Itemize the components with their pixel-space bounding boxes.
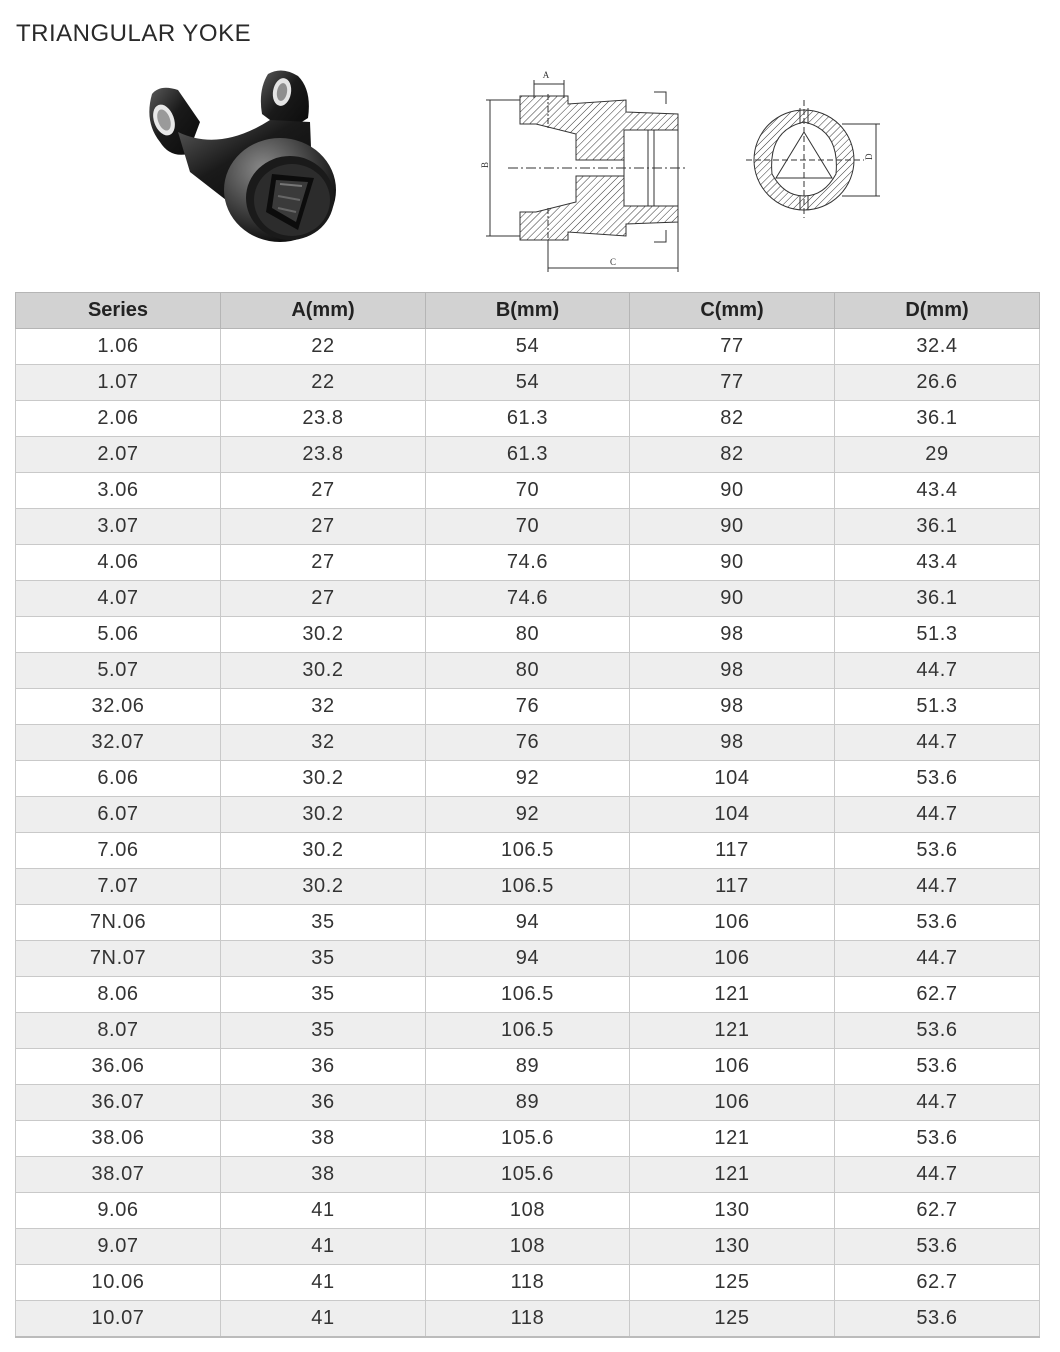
cell-d: 29 [835,437,1040,473]
cell-c: 106 [630,905,835,941]
cell-b: 80 [426,617,630,653]
cell-c: 90 [630,545,835,581]
cell-c: 104 [630,797,835,833]
cell-d: 44.7 [835,653,1040,689]
cell-b: 105.6 [426,1157,630,1193]
table-row [16,1085,1040,1121]
cell-d: 53.6 [835,1229,1040,1265]
cell-series: 7.06 [16,833,221,869]
cell-c: 130 [630,1229,835,1265]
dim-b-label: B [480,161,490,168]
cell-c: 125 [630,1301,835,1338]
cell-c: 121 [630,977,835,1013]
cell-series: 7.07 [16,869,221,905]
cell-b: 94 [426,941,630,977]
cell-d: 53.6 [835,905,1040,941]
cell-d: 53.6 [835,1121,1040,1157]
cell-d: 53.6 [835,761,1040,797]
cell-a: 38 [221,1121,426,1157]
table-row [16,473,1040,509]
cell-b: 106.5 [426,977,630,1013]
cell-a: 35 [221,1013,426,1049]
cell-c: 106 [630,1049,835,1085]
cell-b: 61.3 [426,437,630,473]
cell-b: 108 [426,1193,630,1229]
table-row [16,977,1040,1013]
cell-series: 8.07 [16,1013,221,1049]
cell-series: 2.07 [16,437,221,473]
cell-b: 92 [426,761,630,797]
cell-d: 53.6 [835,1301,1040,1338]
cell-c: 106 [630,1085,835,1121]
cell-series: 36.07 [16,1085,221,1121]
cell-b: 76 [426,725,630,761]
table-row [16,401,1040,437]
cell-b: 89 [426,1085,630,1121]
cell-d: 44.7 [835,1157,1040,1193]
cell-a: 30.2 [221,833,426,869]
cell-a: 27 [221,581,426,617]
cell-a: 23.8 [221,437,426,473]
cell-series: 4.06 [16,545,221,581]
cell-b: 70 [426,509,630,545]
cell-c: 98 [630,653,835,689]
table-row [16,761,1040,797]
table-row [16,833,1040,869]
table-row [16,1193,1040,1229]
yoke-section-view-drawing [746,100,886,218]
cell-d: 26.6 [835,365,1040,401]
page-title: TRIANGULAR YOKE [16,20,252,47]
cell-series: 8.06 [16,977,221,1013]
cell-b: 92 [426,797,630,833]
cell-series: 38.07 [16,1157,221,1193]
cell-series: 1.07 [16,365,221,401]
cell-series: 32.06 [16,689,221,725]
cell-b: 76 [426,689,630,725]
cell-d: 36.1 [835,401,1040,437]
yoke-product-image [130,62,350,262]
cell-b: 108 [426,1229,630,1265]
table-row [16,869,1040,905]
cell-b: 106.5 [426,869,630,905]
table-row [16,905,1040,941]
cell-d: 44.7 [835,1085,1040,1121]
table-row [16,1301,1040,1338]
cell-d: 53.6 [835,833,1040,869]
cell-a: 27 [221,473,426,509]
cell-series: 5.07 [16,653,221,689]
header-a: A(mm) [221,293,426,329]
table-row [16,1121,1040,1157]
header-b: B(mm) [426,293,630,329]
cell-series: 5.06 [16,617,221,653]
cell-d: 62.7 [835,1265,1040,1301]
table-row [16,329,1040,365]
cell-d: 43.4 [835,545,1040,581]
cell-b: 106.5 [426,833,630,869]
cell-d: 51.3 [835,617,1040,653]
cell-b: 118 [426,1265,630,1301]
cell-c: 104 [630,761,835,797]
cell-c: 121 [630,1121,835,1157]
cell-b: 61.3 [426,401,630,437]
table-row [16,797,1040,833]
cell-b: 74.6 [426,545,630,581]
cell-d: 36.1 [835,509,1040,545]
cell-b: 70 [426,473,630,509]
cell-c: 106 [630,941,835,977]
cell-series: 9.06 [16,1193,221,1229]
table-row [16,653,1040,689]
cell-a: 23.8 [221,401,426,437]
header-series: Series [16,293,221,329]
cell-series: 10.07 [16,1301,221,1338]
table-row [16,581,1040,617]
table-row [16,545,1040,581]
cell-b: 94 [426,905,630,941]
cell-series: 36.06 [16,1049,221,1085]
cell-series: 3.07 [16,509,221,545]
cell-c: 98 [630,617,835,653]
cell-d: 62.7 [835,1193,1040,1229]
header-d: D(mm) [835,293,1040,329]
cell-d: 53.6 [835,1013,1040,1049]
cell-a: 38 [221,1157,426,1193]
cell-a: 30.2 [221,617,426,653]
cell-series: 2.06 [16,401,221,437]
cell-b: 54 [426,365,630,401]
spec-table-body [16,329,1040,1338]
table-row [16,365,1040,401]
dim-d-label: D [864,153,874,160]
cell-series: 4.07 [16,581,221,617]
cell-series: 1.06 [16,329,221,365]
cell-c: 82 [630,401,835,437]
cell-c: 98 [630,689,835,725]
cell-a: 22 [221,365,426,401]
yoke-side-view-drawing [476,64,696,276]
cell-b: 105.6 [426,1121,630,1157]
cell-a: 27 [221,545,426,581]
cell-c: 90 [630,581,835,617]
cell-c: 77 [630,329,835,365]
spec-table [15,292,1040,1338]
cell-d: 43.4 [835,473,1040,509]
cell-d: 44.7 [835,869,1040,905]
cell-c: 125 [630,1265,835,1301]
cell-series: 3.06 [16,473,221,509]
cell-c: 117 [630,833,835,869]
table-row [16,437,1040,473]
cell-series: 6.06 [16,761,221,797]
cell-a: 30.2 [221,761,426,797]
cell-series: 38.06 [16,1121,221,1157]
cell-a: 30.2 [221,797,426,833]
cell-a: 35 [221,977,426,1013]
cell-d: 44.7 [835,797,1040,833]
cell-c: 117 [630,869,835,905]
cell-series: 9.07 [16,1229,221,1265]
cell-a: 36 [221,1085,426,1121]
cell-b: 80 [426,653,630,689]
cell-c: 82 [630,437,835,473]
cell-d: 44.7 [835,725,1040,761]
cell-c: 90 [630,509,835,545]
table-row [16,1157,1040,1193]
cell-series: 10.06 [16,1265,221,1301]
cell-a: 41 [221,1265,426,1301]
header-row [16,293,1040,329]
cell-c: 130 [630,1193,835,1229]
cell-a: 35 [221,941,426,977]
cell-a: 41 [221,1301,426,1338]
header-c: C(mm) [630,293,835,329]
cell-a: 30.2 [221,869,426,905]
cell-a: 32 [221,689,426,725]
cell-b: 106.5 [426,1013,630,1049]
cell-b: 118 [426,1301,630,1338]
cell-series: 7N.06 [16,905,221,941]
cell-b: 74.6 [426,581,630,617]
table-row [16,1049,1040,1085]
cell-a: 36 [221,1049,426,1085]
cell-d: 62.7 [835,977,1040,1013]
cell-series: 7N.07 [16,941,221,977]
cell-c: 98 [630,725,835,761]
table-row [16,941,1040,977]
cell-a: 32 [221,725,426,761]
table-row [16,1229,1040,1265]
cell-a: 22 [221,329,426,365]
cell-d: 36.1 [835,581,1040,617]
cell-b: 54 [426,329,630,365]
cell-c: 121 [630,1013,835,1049]
table-row [16,725,1040,761]
dim-c-label: C [609,257,617,267]
cell-c: 77 [630,365,835,401]
spec-table-header [16,293,1040,329]
table-row [16,617,1040,653]
cell-series: 32.07 [16,725,221,761]
cell-c: 121 [630,1157,835,1193]
cell-c: 90 [630,473,835,509]
cell-d: 53.6 [835,1049,1040,1085]
cell-d: 32.4 [835,329,1040,365]
table-row [16,509,1040,545]
dim-a-label: A [542,70,550,80]
cell-d: 44.7 [835,941,1040,977]
cell-a: 41 [221,1229,426,1265]
cell-d: 51.3 [835,689,1040,725]
table-row [16,1265,1040,1301]
cell-series: 6.07 [16,797,221,833]
cell-b: 89 [426,1049,630,1085]
table-row [16,689,1040,725]
cell-a: 30.2 [221,653,426,689]
cell-a: 41 [221,1193,426,1229]
table-row [16,1013,1040,1049]
cell-a: 35 [221,905,426,941]
cell-a: 27 [221,509,426,545]
